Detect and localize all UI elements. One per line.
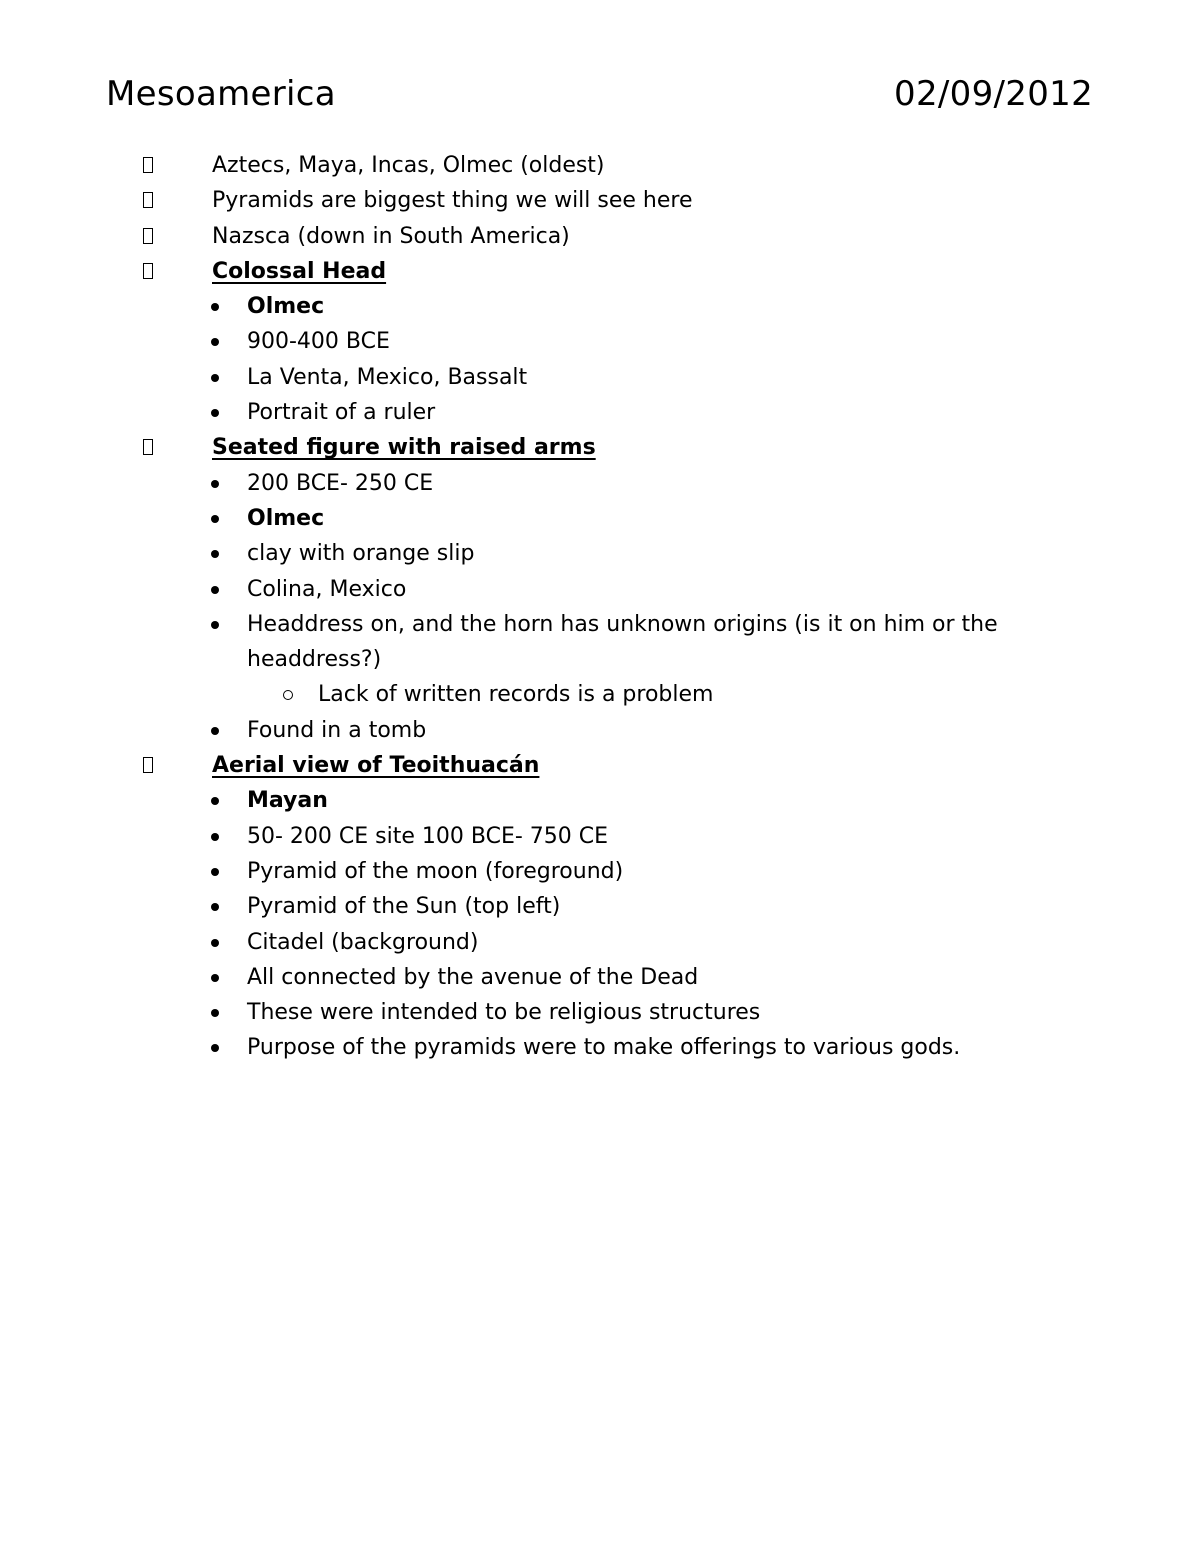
list-item: Found in a tomb — [0, 713, 1200, 748]
bullet-icon — [211, 974, 219, 982]
notes-list — [0, 148, 1200, 1066]
sub-list-item: Lack of written records is a problem — [0, 677, 1200, 712]
list-item: Colina, Mexico — [0, 572, 1200, 607]
list-item: All connected by the avenue of the Dead — [0, 960, 1200, 995]
bullet-icon — [211, 903, 219, 911]
list-item: Olmec — [0, 289, 1200, 324]
list-item: These were intended to be religious structures — [0, 995, 1200, 1030]
bullet-icon — [211, 515, 219, 523]
bullet-icon — [211, 586, 219, 594]
section-heading: Aerial view of Teoithuacán — [212, 753, 540, 779]
list-item: Pyramid of the Sun (top left) — [0, 889, 1200, 924]
list-item: Mayan — [0, 783, 1200, 818]
bullet-icon — [211, 868, 219, 876]
list-item: Portrait of a ruler — [0, 395, 1200, 430]
missing-glyph-bullet-icon — [143, 228, 153, 244]
list-item: Headdress on, and the horn has unknown origins (is it on him or the headdress?) — [0, 607, 1200, 678]
missing-glyph-bullet-icon — [143, 192, 153, 208]
bullet-icon — [211, 374, 219, 382]
note-date: 02/09/2012 — [894, 74, 1093, 114]
section-heading-row — [0, 430, 1200, 465]
page-title: Mesoamerica — [106, 74, 336, 114]
section-heading-row — [0, 254, 1200, 289]
list-item: Nazsca (down in South America) — [0, 219, 1200, 254]
missing-glyph-bullet-icon — [143, 439, 153, 455]
bullet-icon — [211, 833, 219, 841]
missing-glyph-bullet-icon — [143, 157, 153, 173]
list-item: Olmec — [0, 501, 1200, 536]
list-item: Purpose of the pyramids were to make offerings to various gods. — [0, 1030, 1200, 1065]
bullet-icon — [211, 727, 219, 735]
hollow-bullet-icon — [283, 690, 293, 700]
bullet-icon — [211, 797, 219, 805]
section-heading: Colossal Head — [212, 258, 387, 284]
list-item: 900-400 BCE — [0, 324, 1200, 359]
section-heading-row — [0, 748, 1200, 783]
list-item: Pyramid of the moon (foreground) — [0, 854, 1200, 889]
section-heading: Seated figure with raised arms — [212, 435, 596, 461]
list-item: Citadel (background) — [0, 925, 1200, 960]
bullet-icon — [211, 480, 219, 488]
list-item: Aztecs, Maya, Incas, Olmec (oldest) — [0, 148, 1200, 183]
list-item: clay with orange slip — [0, 536, 1200, 571]
bullet-icon — [211, 1044, 219, 1052]
list-item: 50- 200 CE site 100 BCE- 750 CE — [0, 819, 1200, 854]
list-item: La Venta, Mexico, Bassalt — [0, 360, 1200, 395]
list-item: Pyramids are biggest thing we will see here — [0, 183, 1200, 218]
bullet-icon — [211, 550, 219, 558]
missing-glyph-bullet-icon — [143, 757, 153, 773]
bullet-icon — [211, 939, 219, 947]
missing-glyph-bullet-icon — [143, 263, 153, 279]
list-item: 200 BCE- 250 CE — [0, 466, 1200, 501]
bullet-icon — [211, 409, 219, 417]
bullet-icon — [211, 1009, 219, 1017]
bullet-icon — [211, 338, 219, 346]
bullet-icon — [211, 621, 219, 629]
bullet-icon — [211, 303, 219, 311]
